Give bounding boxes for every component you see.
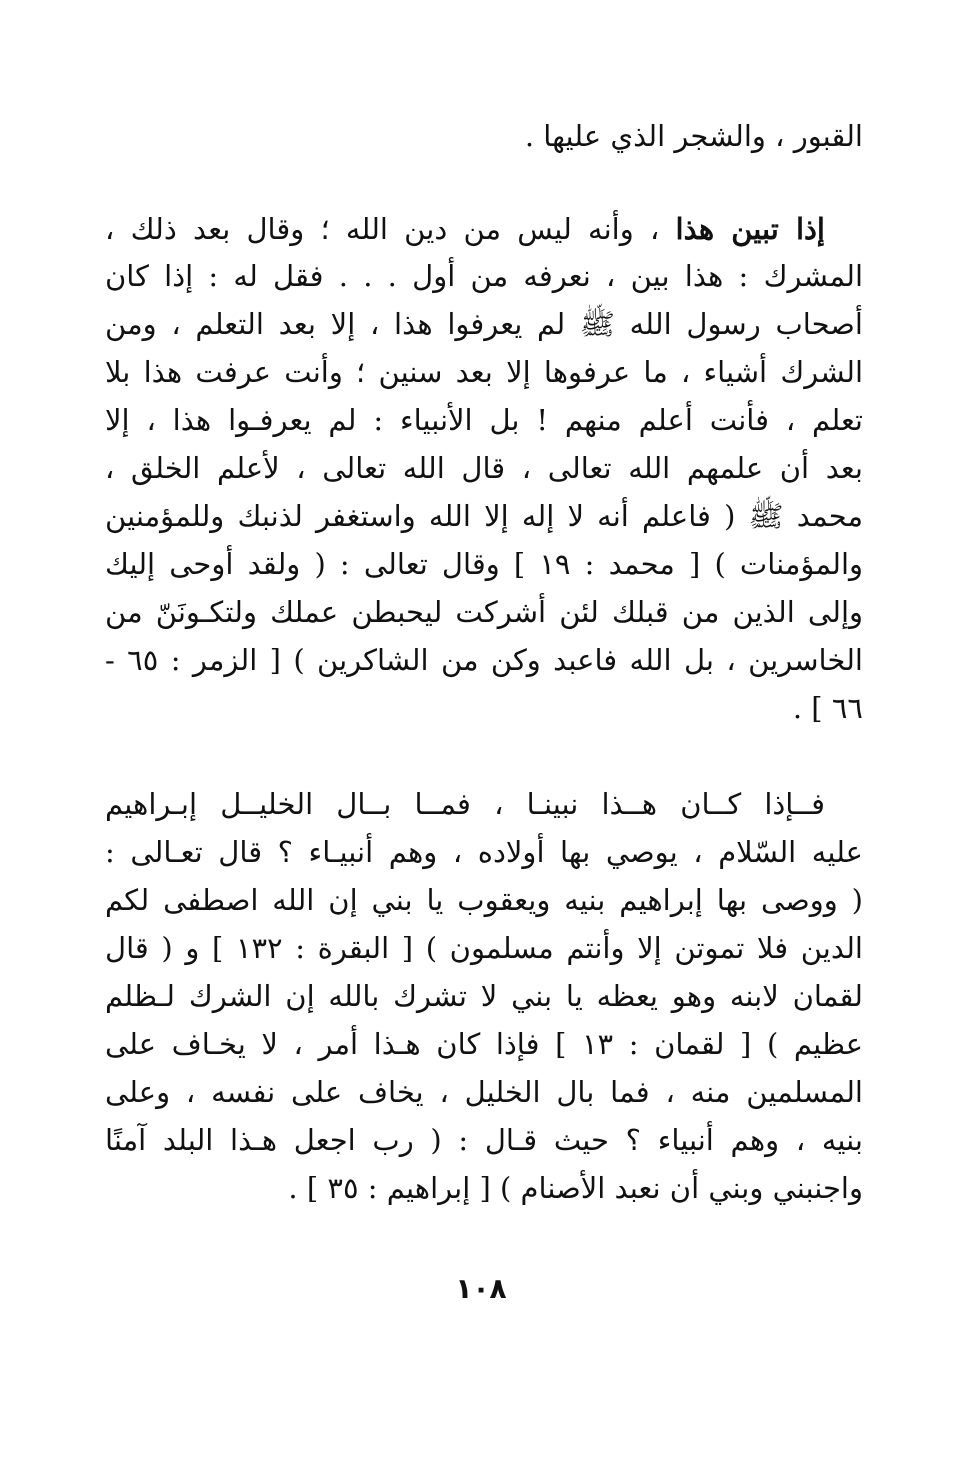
text-line: لقمان لابنه وهو يعظه يا بني لا تشرك بالله إن الشرك لـظلم xyxy=(105,979,863,1013)
text-line: الدين فلا تموتن إلا وأنتم مسلمون ) [ البقرة : ١٣٢ ] و ( قال xyxy=(105,931,863,965)
text-line: بنيه ، وهم أنبياء ؟ حيث قـال : ( رب اجعل هـذا البلد آمنًا xyxy=(105,1123,863,1157)
text-line: عليه السّلام ، يوصي بها أولاده ، وهم أنبيـاء ؟ قال تعـالى : xyxy=(105,835,863,869)
text-line: ٦٦ ] . xyxy=(792,691,863,725)
text-line: واجنبني وبني أن نعبد الأصنام ) [ إبراهيم : ٣٥ ] . xyxy=(288,1171,863,1205)
text-line: فــإذا كــان هــذا نبينـا ، فمــا بــال الخليــل إبـراهيم xyxy=(105,787,825,821)
text-line: الخاسرين ، بل الله فاعبد وكن من الشاكرين ) [ الزمر : ٦٥ - xyxy=(105,643,863,677)
text-line: تعلم ، فأنت أعلم منهم ! بل الأنبياء : لم يعرفـوا هذا ، إلا xyxy=(105,403,863,437)
text-line-with-lead xyxy=(105,203,863,255)
bold-lead-phrase: إذا تبين هذا xyxy=(675,212,825,246)
page-body xyxy=(105,100,863,1430)
text-line: ( ووصى بها إبراهيم بنيه ويعقوب يا بني إن الله اصطفى لكم xyxy=(105,883,863,917)
page-number: ١٠٨ xyxy=(455,1272,507,1305)
text-line: محمد ﷺ ( فاعلم أنه لا إله إلا الله واستغفر لذنبك وللمؤمنين xyxy=(105,499,863,533)
text-line: المسلمين منه ، فما بال الخليل ، يخاف على نفسه ، وعلى xyxy=(105,1075,863,1109)
text-line: المشرك : هذا بين ، نعرفه من أول . . . فقل له : إذا كان xyxy=(105,259,863,293)
text-line: والمؤمنات ) [ محمد : ١٩ ] وقال تعالى : ( ولقد أوحى إليك xyxy=(105,547,863,581)
text-line: القبور ، والشجر الذي عليها . xyxy=(524,119,863,153)
text-line: بعد أن علمهم الله تعالى ، قال الله تعالى ، لأعلم الخلق ، xyxy=(105,451,863,485)
text-line: أصحاب رسول الله ﷺ لم يعرفوا هذا ، إلا بعد التعلم ، ومن xyxy=(105,307,863,341)
text-line: الشرك أشياء ، ما عرفوها إلا بعد سنين ؛ وأنت عرفت هذا بلا xyxy=(105,355,863,389)
text-line: وإلى الذين من قبلك لئن أشركت ليحبطن عملك ولتكـونَنّ من xyxy=(105,595,863,629)
text-line: ، وأنه ليس من دين الله ؛ وقال بعد ذلك ، xyxy=(105,212,660,246)
text-line: عظيم ) [ لقمان : ١٣ ] فإذا كان هـذا أمر ، لا يخـاف على xyxy=(105,1027,863,1061)
